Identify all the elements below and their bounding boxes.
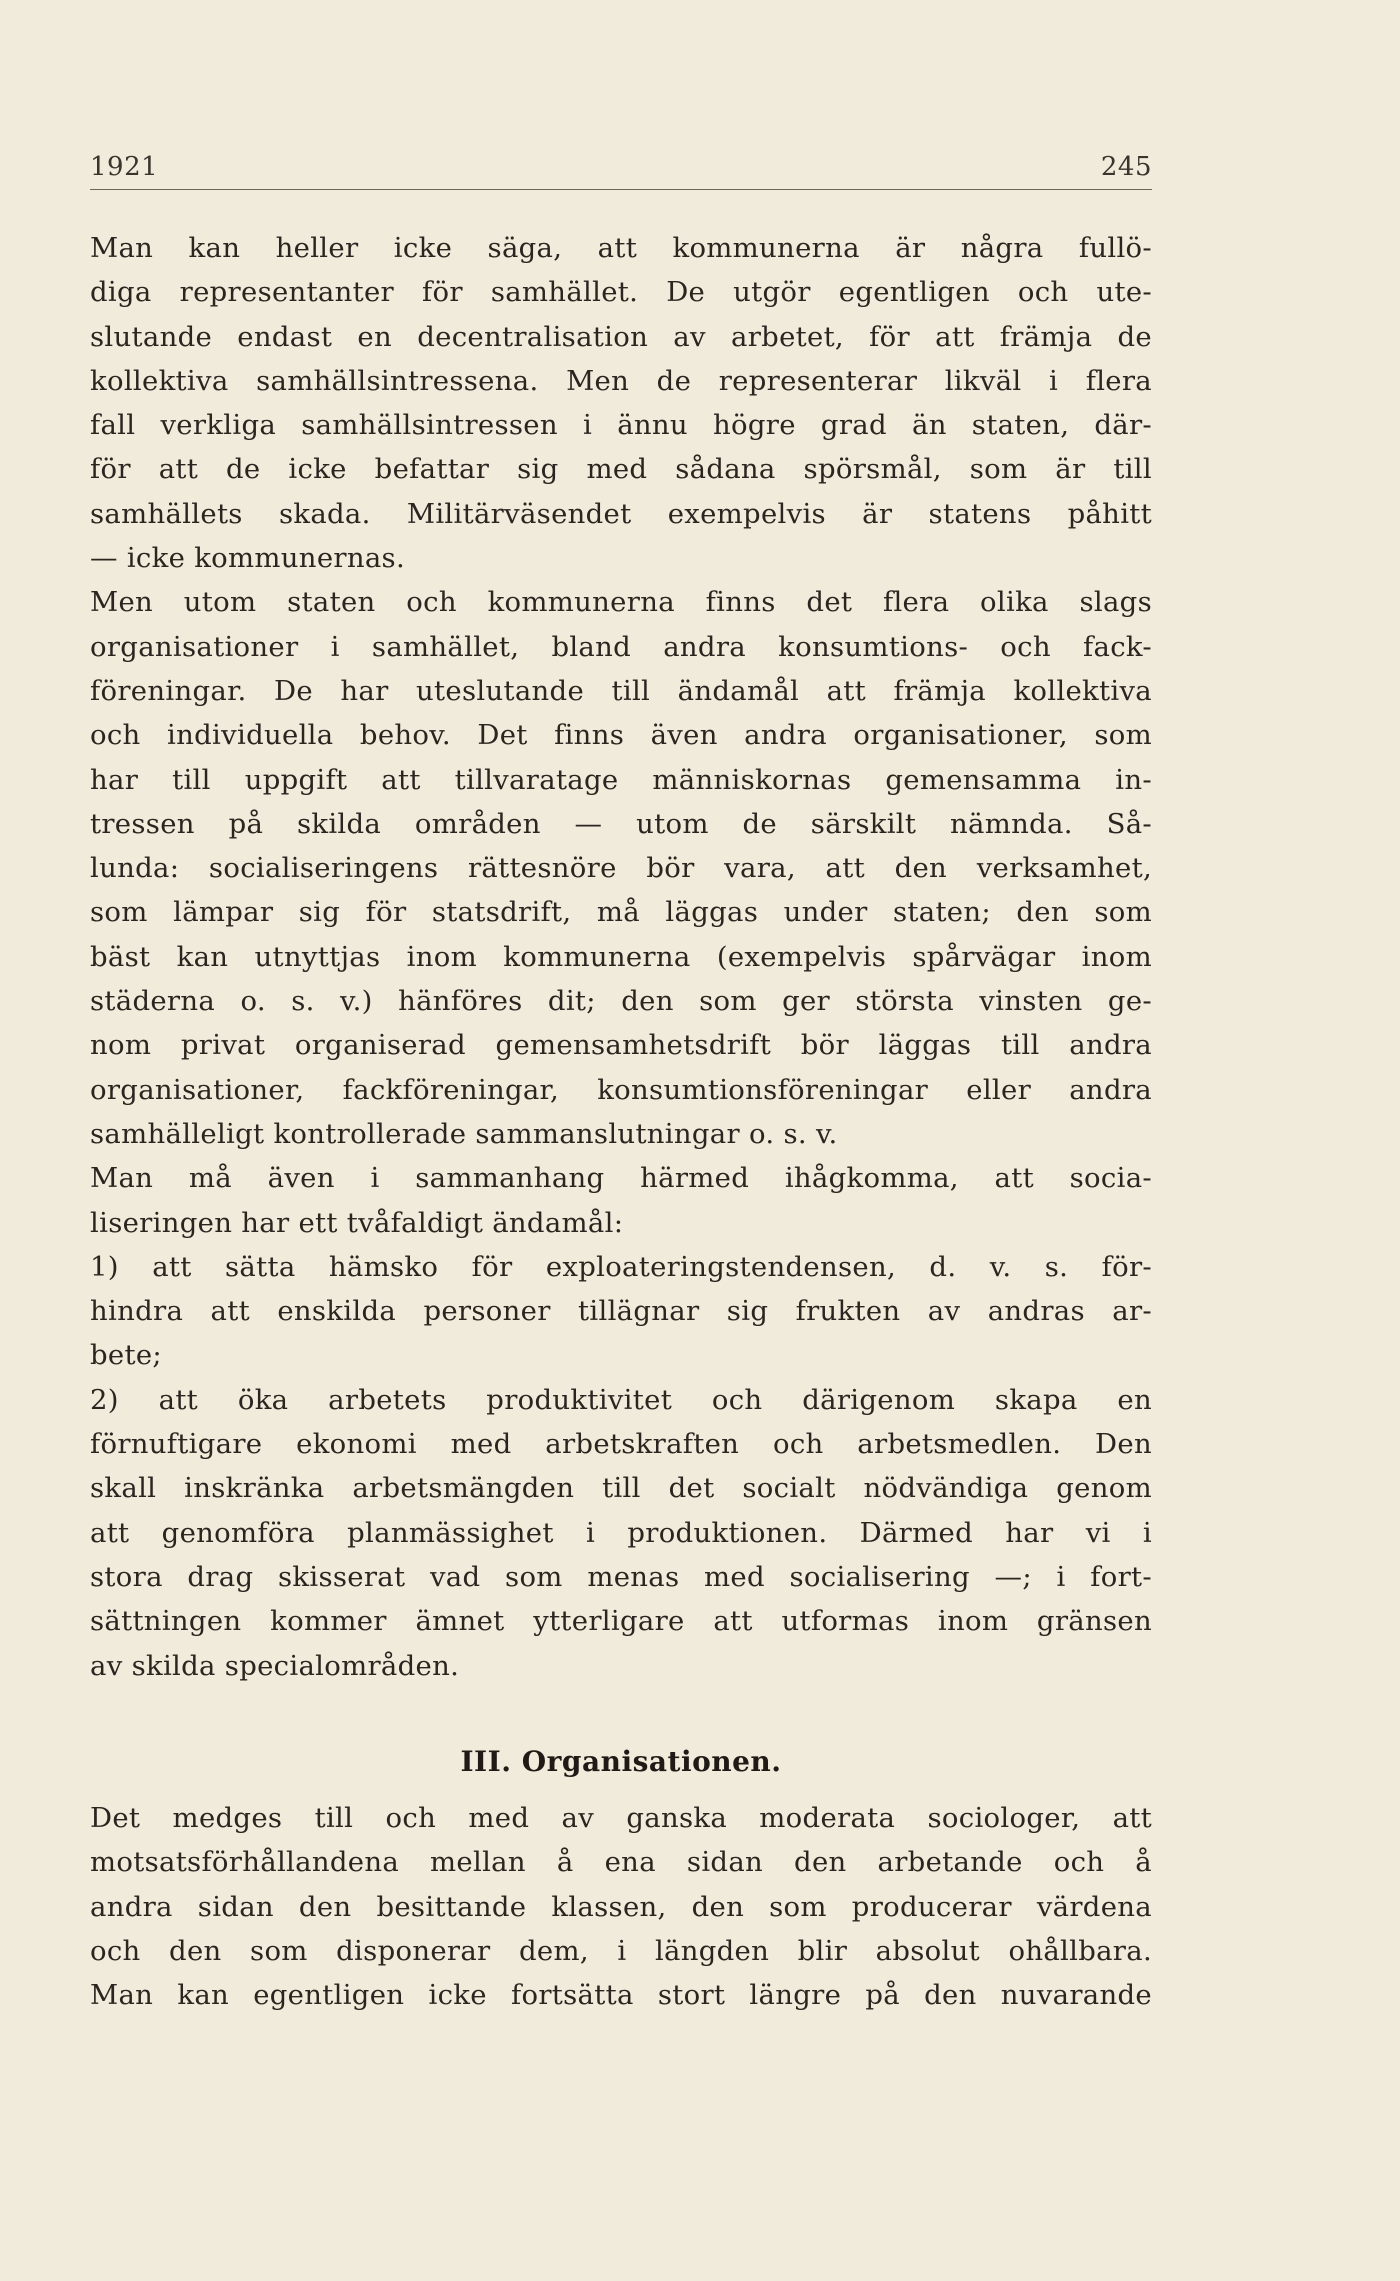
text-block-1 <box>90 226 1152 1688</box>
text-line: Man kan egentligen icke fortsätta stort längre på den nuvarande <box>90 1979 1152 2012</box>
text-line: motsatsförhållandena mellan å ena sidan den arbetande och å <box>90 1846 1152 1879</box>
text-line: Man kan heller icke säga, att kommunerna är några fullö- <box>90 232 1152 264</box>
text-line: — icke kommunernas. <box>90 542 405 575</box>
text-line: stora drag skisserat vad som menas med socialisering —; i fort- <box>90 1560 1152 1593</box>
text-line: diga representanter för samhället. De utgör egentligen och ute- <box>90 276 1152 309</box>
header-year: 1921 <box>90 152 159 182</box>
page-header <box>90 146 1152 190</box>
text-line: och individuella behov. Det finns även andra organisationer, som <box>90 719 1152 752</box>
text-line: och den som disponerar dem, i längden blir absolut ohållbara. <box>90 1934 1152 1967</box>
text-line: föreningar. De har uteslutande till ändamål att främja kollektiva <box>90 674 1152 707</box>
text-line: organisationer i samhället, bland andra konsumtions- och fack- <box>90 630 1152 663</box>
text-line: slutande endast en decentralisation av arbetet, för att främja de <box>90 320 1152 353</box>
text-line: sättningen kommer ämnet ytterligare att utformas inom gränsen <box>90 1605 1152 1638</box>
text-line: fall verkliga samhällsintressen i ännu högre grad än staten, där- <box>90 409 1152 442</box>
text-line: Man må även i sammanhang härmed ihågkomma, att socia- <box>90 1162 1152 1195</box>
text-line: att genomföra planmässighet i produktionen. Därmed har vi i <box>90 1516 1152 1549</box>
text-line: Det medges till och med av ganska moderata sociologer, att <box>90 1802 1152 1835</box>
text-line: för att de icke befattar sig med sådana spörsmål, som är till <box>90 453 1152 486</box>
body-text <box>90 226 1152 2018</box>
text-line: bete; <box>90 1339 162 1372</box>
text-line: 1) att sätta hämsko för exploateringstendensen, d. v. s. för- <box>90 1250 1152 1283</box>
text-line: 2) att öka arbetets produktivitet och därigenom skapa en <box>90 1383 1152 1416</box>
text-line: bäst kan utnyttjas inom kommunerna (exempelvis spårvägar inom <box>90 940 1152 973</box>
text-line: tressen på skilda områden — utom de särskilt nämnda. Så- <box>90 807 1152 840</box>
text-block-2 <box>90 1796 1152 2017</box>
text-line: liseringen har ett tvåfaldigt ändamål: <box>90 1206 624 1239</box>
text-line: som lämpar sig för statsdrift, må läggas under staten; den som <box>90 896 1152 929</box>
header-rule <box>90 189 1152 190</box>
text-line: städerna o. s. v.) hänföres dit; den som ger största vinsten ge- <box>90 985 1152 1018</box>
page-number: 245 <box>1100 152 1152 182</box>
text-line: Men utom staten och kommunerna finns det flera olika slags <box>90 586 1152 619</box>
text-line: samhälleligt kontrollerade sammanslutningar o. s. v. <box>90 1117 838 1150</box>
section-heading: III. Organisationen. <box>460 1745 782 1779</box>
text-line: organisationer, fackföreningar, konsumtionsföreningar eller andra <box>90 1073 1152 1106</box>
text-line: skall inskränka arbetsmängden till det socialt nödvändiga genom <box>90 1472 1152 1505</box>
text-line: förnuftigare ekonomi med arbetskraften och arbetsmedlen. Den <box>90 1428 1152 1461</box>
text-line: lunda: socialiseringens rättesnöre bör vara, att den verksamhet, <box>90 852 1152 885</box>
text-line: samhällets skada. Militärväsendet exempelvis är statens påhitt <box>90 497 1152 530</box>
text-line: kollektiva samhällsintressena. Men de representerar likväl i flera <box>90 364 1152 397</box>
text-line: av skilda specialområden. <box>90 1649 460 1682</box>
text-line: hindra att enskilda personer tillägnar sig frukten av andras ar- <box>90 1295 1152 1328</box>
text-line: nom privat organiserad gemensamhetsdrift bör läggas till andra <box>90 1029 1152 1062</box>
text-line: har till uppgift att tillvaratage människornas gemensamma in- <box>90 763 1152 796</box>
heading-spacer <box>90 1688 1152 1732</box>
text-line: andra sidan den besittande klassen, den som producerar värdena <box>90 1890 1152 1923</box>
